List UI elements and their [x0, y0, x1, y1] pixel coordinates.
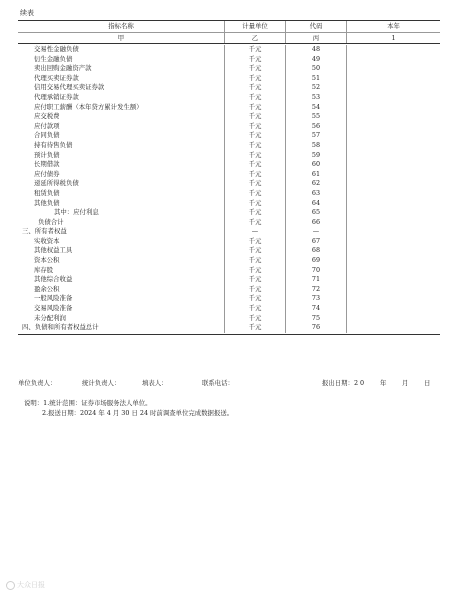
value-cell — [347, 323, 440, 333]
table-row — [18, 189, 440, 199]
value-cell — [347, 237, 440, 247]
indicator-name-cell: 预计负债 — [18, 151, 225, 161]
notes — [24, 398, 233, 418]
table-body — [18, 44, 440, 334]
value-cell — [347, 93, 440, 103]
unit-cell: 千元 — [225, 199, 286, 209]
code-cell: 66 — [286, 218, 347, 228]
code-cell: 48 — [286, 45, 347, 55]
value-cell — [347, 189, 440, 199]
code-cell: 60 — [286, 160, 347, 170]
value-cell — [347, 131, 440, 141]
indicator-name-cell: 其中：应付利息 — [18, 208, 225, 218]
unit-cell: 千元 — [225, 170, 286, 180]
unit-cell: 千元 — [225, 304, 286, 314]
unit-cell: 千元 — [225, 141, 286, 151]
report-date-label: 报出日期：2 0 — [322, 379, 365, 387]
unit-cell: 千元 — [225, 237, 286, 247]
table-row — [18, 83, 440, 93]
code-cell: 74 — [286, 304, 347, 314]
indicator-name-cell: 信用交易代理买卖证券款 — [18, 83, 225, 93]
unit-cell: 千元 — [225, 208, 286, 218]
code-cell: 70 — [286, 266, 347, 276]
code-cell: 55 — [286, 112, 347, 122]
code-cell: 64 — [286, 199, 347, 209]
unit-cell: 千元 — [225, 151, 286, 161]
unit-cell: 千元 — [225, 103, 286, 113]
year-label: 年 — [380, 379, 387, 387]
unit-cell: 千元 — [225, 275, 286, 285]
value-cell — [347, 266, 440, 276]
code-cell: — — [286, 227, 347, 237]
value-cell — [347, 83, 440, 93]
table-row — [18, 256, 440, 266]
table-row — [18, 93, 440, 103]
table-row — [18, 151, 440, 161]
indicator-name-cell: 一般风险准备 — [18, 294, 225, 304]
code-cell: 61 — [286, 170, 347, 180]
indicator-name-cell: 租赁负债 — [18, 189, 225, 199]
indicator-name-cell: 实收资本 — [18, 237, 225, 247]
code-cell: 54 — [286, 103, 347, 113]
code-cell: 75 — [286, 314, 347, 324]
value-cell — [347, 285, 440, 295]
code-cell: 53 — [286, 93, 347, 103]
indicator-name-cell: 其他综合收益 — [18, 275, 225, 285]
code-cell: 71 — [286, 275, 347, 285]
table-header-row — [18, 21, 440, 33]
table-row — [18, 122, 440, 132]
value-cell — [347, 160, 440, 170]
code-cell: 50 — [286, 64, 347, 74]
indicator-name-cell: 递延所得税负债 — [18, 179, 225, 189]
indicator-name-cell: 交易风险准备 — [18, 304, 225, 314]
unit-cell: 千元 — [225, 314, 286, 324]
unit-cell: 千元 — [225, 74, 286, 84]
indicator-name-cell: 代理买卖证券款 — [18, 74, 225, 84]
value-cell — [347, 45, 440, 55]
table-row — [18, 160, 440, 170]
indicator-name-cell: 盈余公积 — [18, 285, 225, 295]
unit-cell: 千元 — [225, 122, 286, 132]
indicator-name-cell: 库存股 — [18, 266, 225, 276]
table-row — [18, 323, 440, 333]
watermark-text: 大众日报 — [17, 581, 45, 589]
unit-cell: 千元 — [225, 83, 286, 93]
table-row — [18, 45, 440, 55]
table-row — [18, 237, 440, 247]
value-cell — [347, 227, 440, 237]
value-cell — [347, 314, 440, 324]
value-cell — [347, 64, 440, 74]
table-row — [18, 112, 440, 122]
watermark — [6, 580, 45, 590]
code-cell: 63 — [286, 189, 347, 199]
stat-head-label: 统计负责人： — [82, 379, 121, 387]
code-cell: 67 — [286, 237, 347, 247]
table-row — [18, 179, 440, 189]
value-cell — [347, 122, 440, 132]
table-row — [18, 218, 440, 228]
table-row — [18, 103, 440, 113]
table-row — [18, 131, 440, 141]
value-cell — [347, 141, 440, 151]
indicator-name-cell: 四、负债和所有者权益总计 — [18, 323, 225, 333]
table-row — [18, 141, 440, 151]
value-cell — [347, 208, 440, 218]
unit-cell: — — [225, 227, 286, 237]
code-cell: 62 — [286, 179, 347, 189]
table-row — [18, 275, 440, 285]
value-cell — [347, 199, 440, 209]
value-cell — [347, 112, 440, 122]
code-cell: 68 — [286, 246, 347, 256]
note-2: 2.报送日期：2024 年 4 月 30 日 24 时前调查单位完成数据报送。 — [42, 409, 234, 417]
unit-cell: 千元 — [225, 189, 286, 199]
indicator-table — [18, 20, 440, 335]
day-label: 日 — [424, 379, 431, 387]
indicator-name-cell: 其他负债 — [18, 199, 225, 209]
unit-cell: 千元 — [225, 285, 286, 295]
code-cell: 49 — [286, 55, 347, 65]
month-label: 月 — [402, 379, 409, 387]
indicator-name-cell: 资本公积 — [18, 256, 225, 266]
continued-label: 续表 — [20, 9, 34, 17]
header-unit: 计量单位 — [225, 21, 286, 32]
unit-head-label: 单位负责人： — [18, 379, 57, 387]
indicator-name-cell: 三、所有者权益 — [18, 227, 225, 237]
unit-cell: 千元 — [225, 179, 286, 189]
unit-cell: 千元 — [225, 45, 286, 55]
code-cell: 58 — [286, 141, 347, 151]
indicator-name-cell: 卖出回购金融资产款 — [18, 64, 225, 74]
header-this-year: 本年 — [387, 22, 400, 30]
signature-line — [18, 378, 440, 387]
code-cell: 65 — [286, 208, 347, 218]
value-cell — [347, 218, 440, 228]
table-row — [18, 55, 440, 65]
code-cell: 57 — [286, 131, 347, 141]
unit-cell: 千元 — [225, 93, 286, 103]
value-cell — [347, 151, 440, 161]
indicator-name-cell: 代理承销证券款 — [18, 93, 225, 103]
table-row — [18, 314, 440, 324]
indicator-name-cell: 应付债券 — [18, 170, 225, 180]
indicator-name-cell: 交易性金融负债 — [18, 45, 225, 55]
unit-cell: 千元 — [225, 294, 286, 304]
code-cell: 76 — [286, 323, 347, 333]
indicator-name-cell: 未分配利润 — [18, 314, 225, 324]
value-cell — [347, 304, 440, 314]
unit-cell: 千元 — [225, 256, 286, 266]
indicator-name-cell: 合同负债 — [18, 131, 225, 141]
value-cell — [347, 74, 440, 84]
table-row — [18, 246, 440, 256]
value-cell — [347, 170, 440, 180]
table-row — [18, 227, 440, 237]
subheader-jia: 甲 — [18, 33, 225, 44]
code-cell: 59 — [286, 151, 347, 161]
subheader-yi: 乙 — [225, 33, 286, 44]
indicator-name-cell: 负债合计 — [18, 218, 225, 228]
note-1: 说明：1.统计范围：证券市场服务法人单位。 — [24, 399, 152, 407]
table-row — [18, 208, 440, 218]
filler-label: 填表人： — [142, 379, 168, 387]
unit-cell: 千元 — [225, 160, 286, 170]
unit-cell: 千元 — [225, 218, 286, 228]
value-cell — [347, 179, 440, 189]
subheader-one: 1 — [391, 33, 396, 42]
watermark-logo-icon — [6, 581, 15, 590]
indicator-name-cell: 应交税费 — [18, 112, 225, 122]
value-cell — [347, 256, 440, 266]
code-cell: 52 — [286, 83, 347, 93]
table-row — [18, 199, 440, 209]
table-row — [18, 266, 440, 276]
indicator-name-cell: 长期借款 — [18, 160, 225, 170]
unit-cell: 千元 — [225, 266, 286, 276]
table-subheader-row — [18, 33, 440, 45]
code-cell: 72 — [286, 285, 347, 295]
subheader-bing: 丙 — [286, 33, 347, 44]
indicator-name-cell: 应付职工薪酬（本年贷方累计发生额） — [18, 103, 225, 113]
phone-label: 联系电话： — [202, 379, 234, 387]
value-cell — [347, 294, 440, 304]
header-indicator-name: 指标名称 — [18, 21, 225, 32]
unit-cell: 千元 — [225, 246, 286, 256]
code-cell: 73 — [286, 294, 347, 304]
value-cell — [347, 246, 440, 256]
table-row — [18, 64, 440, 74]
unit-cell: 千元 — [225, 112, 286, 122]
table-row — [18, 285, 440, 295]
value-cell — [347, 55, 440, 65]
code-cell: 56 — [286, 122, 347, 132]
unit-cell: 千元 — [225, 323, 286, 333]
unit-cell: 千元 — [225, 64, 286, 74]
table-row — [18, 74, 440, 84]
indicator-name-cell: 衍生金融负债 — [18, 55, 225, 65]
indicator-name-cell: 应付款项 — [18, 122, 225, 132]
table-row — [18, 304, 440, 314]
code-cell: 51 — [286, 74, 347, 84]
unit-cell: 千元 — [225, 55, 286, 65]
indicator-name-cell: 其他权益工具 — [18, 246, 225, 256]
header-code: 代码 — [286, 21, 347, 32]
value-cell — [347, 275, 440, 285]
table-row — [18, 294, 440, 304]
unit-cell: 千元 — [225, 131, 286, 141]
code-cell: 69 — [286, 256, 347, 266]
value-cell — [347, 103, 440, 113]
indicator-name-cell: 持有待售负债 — [18, 141, 225, 151]
table-row — [18, 170, 440, 180]
